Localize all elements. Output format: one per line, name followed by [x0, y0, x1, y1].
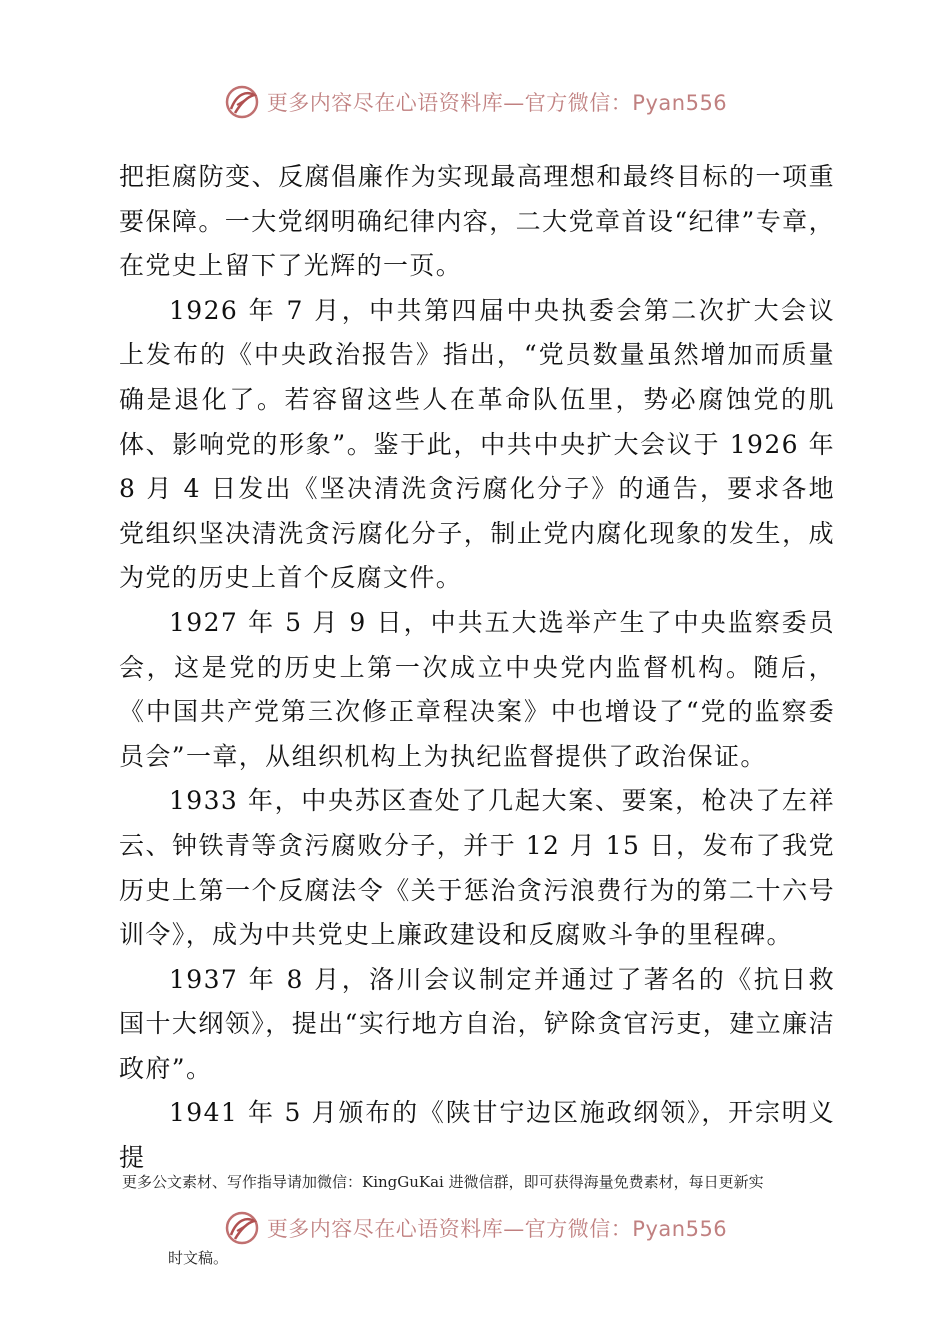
footer-watermark	[0, 1208, 950, 1248]
paragraph-1937: 1937 年 8 月，洛川会议制定并通过了著名的《抗日救国十大纲领》，提出“实行地方自治，铲除贪官污吏，建立廉洁政府”。	[119, 964, 835, 1083]
paragraph-1941: 1941 年 5 月颁布的《陕甘宁边区施政纲领》，开宗明义提	[119, 1098, 835, 1173]
document-body	[119, 155, 835, 1181]
seal-logo-icon	[223, 83, 261, 121]
paragraph-1933: 1933 年，中央苏区查处了几起大案、要案，枪决了左祥云、钟铁青等贪污腐败分子，并于 12 月 15 日，发布了我党历史上第一个反腐法令《关于惩治贪污浪费行为的第二十六号训令》，成为中共党史上廉政建设和反腐败斗争的里程碑。	[119, 786, 835, 950]
footer-note: 更多公文素材、写作指导请加微信：KingGuKai 进微信群，即可获得海量免费素材，每日更新实	[122, 1173, 764, 1191]
paragraph-1926: 1926 年 7 月，中共第四届中央执委会第二次扩大会议上发布的《中央政治报告》指出，“党员数量虽然增加而质量确是退化了。若容留这些人在革命队伍里，势必腐蚀党的肌体、影响党的形象”。鉴于此，中共中央扩大会议于 1926 年 8 月 4 日发出《坚决清洗贪污腐化分子》的通告，要求各地党组织坚决清洗贪污腐化分子，制止党内腐化现象的发生，成为党的历史上首个反腐文件。	[119, 295, 835, 593]
footer-note-tail: 时文稿。	[168, 1249, 229, 1267]
seal-logo-icon	[223, 1209, 261, 1247]
watermark-text: 更多内容尽在心语资料库—官方微信：Pyan556	[266, 91, 728, 115]
paragraph-continuation: 把拒腐防变、反腐倡廉作为实现最高理想和最终目标的一项重要保障。一大党纲明确纪律内容，二大党章首设“纪律”专章，在党史上留下了光辉的一页。	[119, 162, 835, 281]
header-watermark	[0, 82, 950, 122]
paragraph-1927: 1927 年 5 月 9 日，中共五大选举产生了中央监察委员会，这是党的历史上第一次成立中央党内监督机构。随后，《中国共产党第三次修正章程决案》中也增设了“党的监察委员会”一章，从组织机构上为执纪监督提供了政治保证。	[119, 607, 835, 771]
watermark-text: 更多内容尽在心语资料库—官方微信：Pyan556	[266, 1217, 728, 1241]
